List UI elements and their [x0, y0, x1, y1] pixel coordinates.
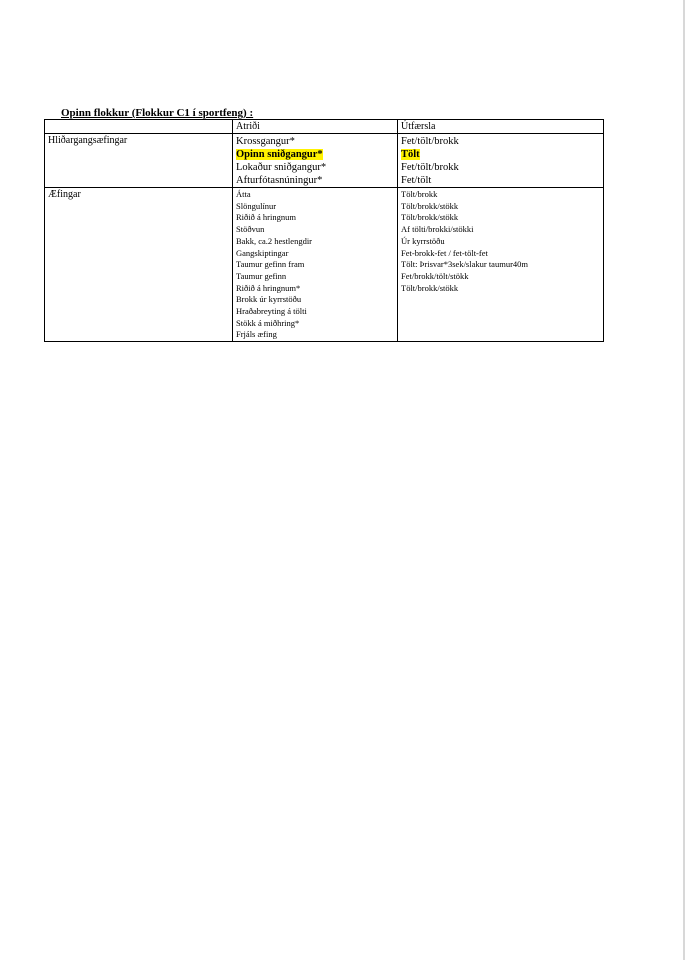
header-cell-items: Atriði [233, 120, 398, 134]
list-item: Frjáls æfing [236, 329, 277, 340]
list-item: Fet/brokk/tölt/stökk [401, 270, 469, 281]
list-item: Taumur gefinn [236, 270, 287, 281]
highlighted-item: Opinn sniðgangur* [236, 149, 323, 160]
list-item: Hraðabreyting á tölti [236, 306, 307, 317]
list-item: Fet-brokk-fet / fet-tölt-fet [401, 247, 488, 258]
list-item: Tölt/brokk/stökk [401, 200, 459, 211]
list-item: Fet/tölt/brokk [401, 136, 459, 147]
header-cell-category [45, 120, 233, 134]
list-item: Gangskiptingar [236, 247, 289, 258]
list-item: Úr kyrrstöðu [401, 235, 445, 246]
list-item: Fet/tölt [401, 175, 432, 186]
details-cell [398, 134, 604, 188]
highlighted-detail: Tölt [401, 149, 420, 160]
list-item: Riðið á hringnum* [236, 282, 301, 293]
items-cell [233, 188, 398, 342]
items-cell [233, 134, 398, 188]
list-item: Brokk úr kyrrstöðu [236, 294, 302, 305]
list-item: Stökk á miðhring* [236, 317, 300, 328]
list-item: Tölt/brokk/stökk [401, 212, 459, 223]
list-item: Krossgangur* [236, 136, 295, 147]
details-cell [398, 188, 604, 342]
list-item: Tölt/brokk/stökk [401, 282, 459, 293]
exercise-table [44, 119, 604, 342]
table-row-lateral-exercises [45, 134, 604, 188]
header-cell-details: Útfærsla [398, 120, 604, 134]
list-item: Tölt/brokk [401, 189, 438, 199]
category-cell: Hliðargangsæfingar [45, 134, 233, 188]
table-row-exercises [45, 188, 604, 342]
category-cell: Æfingar [45, 188, 233, 342]
list-item: Riðið á hringnum [236, 212, 296, 223]
list-item: Slöngulínur [236, 200, 277, 211]
document-heading: Opinn flokkur (Flokkur C1 í sportfeng) : [61, 107, 254, 119]
list-item: Lokaður sniðgangur* [236, 162, 327, 173]
list-item: Tölt: Þrisvar*3sek/slakur taumur40m [401, 259, 529, 270]
list-item: Afturfótasnúningur* [236, 175, 323, 186]
list-item: Af tölti/brokki/stökki [401, 224, 474, 235]
list-item: Átta [236, 189, 251, 199]
table-header-row [45, 120, 604, 134]
list-item: Bakk, ca.2 hestlengdir [236, 235, 313, 246]
list-item: Fet/tölt/brokk [401, 162, 459, 173]
list-item: Stöðvun [236, 224, 265, 235]
list-item: Taumur gefinn fram [236, 259, 305, 270]
